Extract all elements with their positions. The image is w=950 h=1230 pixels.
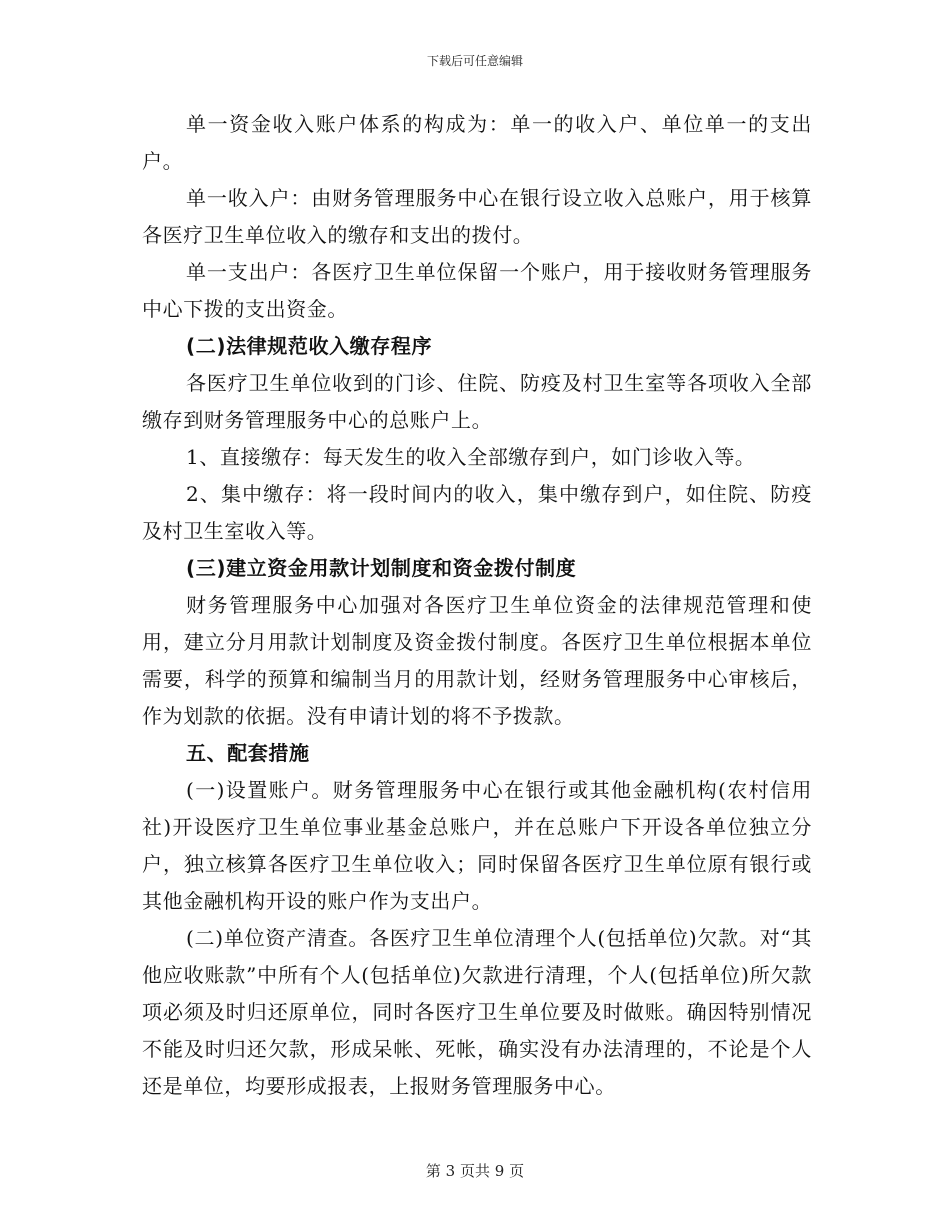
page-header: 下载后可任意编辑 — [426, 54, 523, 68]
section-heading-fund-plan: (三)建立资金用款计划制度和资金拨付制度 — [186, 556, 577, 580]
document-body — [142, 106, 812, 1105]
paragraph-single-income-account: 单一收入户：由财务管理服务中心在银行设立收入总账户，用于核算各医疗卫生单位收入的缴存和支出的拨付。 — [142, 186, 812, 247]
paragraph-asset-check: (二)单位资产清查。各医疗卫生单位清理个人(包括单位)欠款。对“其他应收账款”中所有个人(包括单位)欠款进行清理，个人(包括单位)所欠款项必须及时归还原单位，同时各医疗卫生单位要及时做账。确因特别情况不能及时归还欠款，形成呆帐、死帐，确实没有办法清理的，不论是个人还是单位，均要形成报表，上报财务管理服务中心。 — [142, 926, 812, 1098]
paragraph-set-up-accounts: (一)设置账户。财务管理服务中心在银行或其他金融机构(农村信用社)开设医疗卫生单位事业基金总账户，并在总账户下开设各单位独立分户，独立核算各医疗卫生单位收入；同时保留各医疗卫生单位原有银行或其他金融机构开设的账户作为支出户。 — [142, 778, 812, 913]
page-footer: 第 3 页共 9 页 — [425, 1162, 525, 1180]
section-heading-income-deposit: (二)法律规范收入缴存程序 — [186, 334, 433, 358]
paragraph-single-expense-account: 单一支出户：各医疗卫生单位保留一个账户，用于接收财务管理服务中心下拨的支出资金。 — [142, 260, 812, 321]
paragraph-fund-plan: 财务管理服务中心加强对各医疗卫生单位资金的法律规范管理和使用，建立分月用款计划制度及资金拨付制度。各医疗卫生单位根据本单位需要，科学的预算和编制当月的用款计划，经财务管理服务中心审核后，作为划款的依据。没有申请计划的将不予拨款。 — [142, 593, 812, 728]
paragraph-account-system: 单一资金收入账户体系的构成为：单一的收入户、单位单一的支出户。 — [142, 112, 812, 173]
section-heading-supporting-measures: 五、配套措施 — [186, 741, 310, 765]
paragraph-direct-deposit: 1、直接缴存：每天发生的收入全部缴存到户，如门诊收入等。 — [186, 445, 756, 469]
paragraph-income-deposit: 各医疗卫生单位收到的门诊、住院、防疫及村卫生室等各项收入全部缴存到财务管理服务中心的总账户上。 — [142, 371, 812, 432]
paragraph-centralized-deposit: 2、集中缴存：将一段时间内的收入，集中缴存到户，如住院、防疫及村卫生室收入等。 — [142, 482, 812, 543]
